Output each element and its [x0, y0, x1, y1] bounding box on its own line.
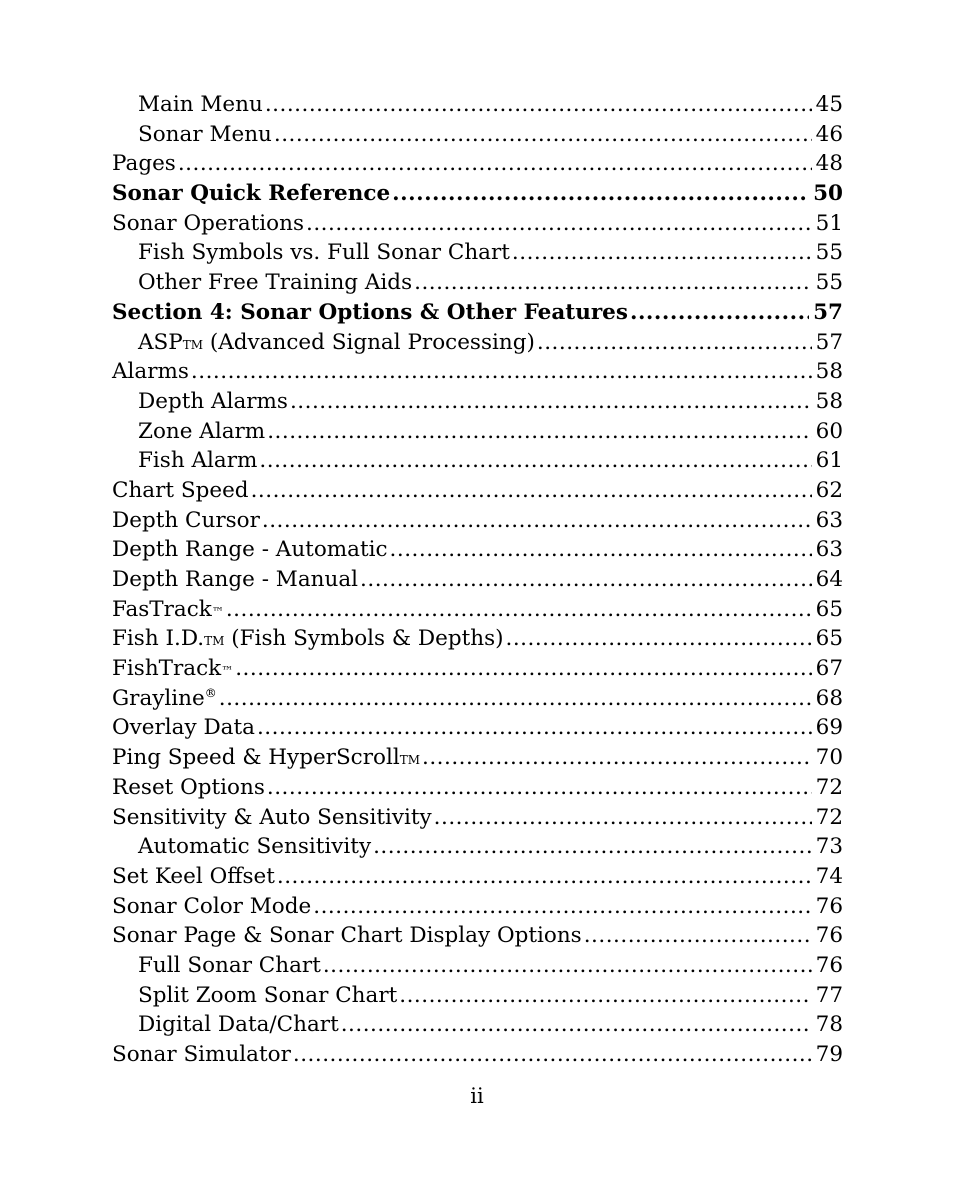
toc-entry[interactable]: [112, 595, 843, 625]
toc-entry[interactable]: [112, 654, 843, 684]
toc-entry[interactable]: [112, 179, 843, 209]
toc-entry-title-text: Sensitivity & Auto Sensitivity: [112, 804, 432, 830]
toc-entry-title: [138, 832, 371, 862]
toc-entry-title-text: Sonar Quick Reference: [112, 181, 391, 207]
page-number: ii: [470, 1084, 484, 1108]
toc-dot-leader: [290, 387, 812, 417]
toc-entry[interactable]: [112, 417, 843, 447]
toc-entry-title-text: Alarms: [112, 359, 189, 385]
toc-entry-title: [138, 446, 257, 476]
toc-entry-title: [112, 892, 311, 922]
toc-entry-title: [112, 506, 260, 536]
toc-entry[interactable]: [112, 832, 843, 862]
toc-entry-title-text: FishTrack: [112, 656, 222, 682]
toc-entry-title-text: ASP: [138, 329, 183, 355]
toc-dot-leader: [537, 328, 812, 358]
toc-entry-mark: TM: [204, 634, 225, 649]
toc-entry-page: 76: [815, 952, 843, 978]
toc-entry-title: [112, 862, 275, 892]
toc-entry-title: [112, 713, 255, 743]
toc-entry-title: [112, 535, 388, 565]
toc-entry[interactable]: [112, 238, 843, 268]
toc-entry-page: 72: [815, 774, 843, 800]
toc-entry-mark: ™: [211, 604, 224, 619]
toc-entry[interactable]: [112, 773, 843, 803]
toc-dot-leader: [257, 713, 812, 743]
toc-entry-page: 76: [815, 893, 843, 919]
toc-entry-page: 77: [815, 982, 843, 1008]
toc-entry-title: [138, 981, 397, 1011]
toc-entry-page: 63: [815, 507, 843, 533]
toc-dot-leader: [630, 298, 809, 328]
toc-entry[interactable]: [112, 120, 843, 150]
toc-entry[interactable]: [112, 387, 843, 417]
toc-dot-leader: [313, 892, 811, 922]
toc-entry-title: [138, 268, 412, 298]
toc-entry-title-text: Automatic Sensitivity: [138, 834, 372, 860]
toc-entry-page: 70: [815, 745, 843, 771]
toc-entry-page: 46: [815, 121, 843, 147]
toc-entry[interactable]: [112, 951, 843, 981]
toc-entry[interactable]: [112, 298, 843, 328]
toc-dot-leader: [584, 921, 812, 951]
toc-entry-mark: ®: [204, 685, 217, 700]
toc-dot-leader: [390, 535, 812, 565]
table-of-contents: [112, 90, 843, 1070]
toc-entry-title-text: Full Sonar Chart: [138, 952, 321, 978]
toc-entry[interactable]: [112, 1040, 843, 1070]
toc-entry-title-text: Reset Options: [112, 774, 265, 800]
toc-entry-page: 68: [815, 685, 843, 711]
toc-entry-title: [112, 1040, 291, 1070]
toc-entry-page: 55: [815, 270, 843, 296]
toc-entry-page: 65: [815, 626, 843, 652]
toc-dot-leader: [414, 268, 812, 298]
toc-entry-title-suffix: (Fish Symbols & Depths): [224, 626, 504, 652]
toc-dot-leader: [178, 149, 812, 179]
toc-entry[interactable]: [112, 268, 843, 298]
toc-entry[interactable]: [112, 624, 843, 654]
toc-entry-page: 74: [815, 863, 843, 889]
toc-entry-page: 60: [815, 418, 843, 444]
toc-entry-title-text: Fish I.D.: [112, 626, 205, 652]
toc-entry-title: [112, 595, 224, 628]
toc-entry-title-text: Overlay Data: [112, 715, 255, 741]
toc-entry-title: [112, 476, 249, 506]
toc-entry-page: 72: [815, 804, 843, 830]
toc-entry[interactable]: [112, 921, 843, 951]
toc-dot-leader: [399, 981, 811, 1011]
toc-dot-leader: [226, 595, 812, 625]
toc-entry[interactable]: [112, 446, 843, 476]
toc-entry[interactable]: [112, 684, 843, 714]
toc-entry-title-text: Depth Range - Automatic: [112, 537, 388, 563]
toc-entry-title-text: Depth Range - Manual: [112, 567, 359, 592]
toc-entry-title: [112, 803, 432, 833]
toc-entry-title: [112, 921, 582, 951]
toc-entry-mark: TM: [182, 337, 204, 352]
toc-entry[interactable]: [112, 981, 843, 1011]
toc-entry-title: [112, 565, 358, 595]
toc-dot-leader: [360, 565, 812, 595]
toc-entry[interactable]: [112, 476, 843, 506]
toc-entry[interactable]: [112, 862, 843, 892]
toc-entry-title-text: Main Menu: [138, 92, 263, 117]
toc-entry-page: 69: [815, 715, 843, 741]
toc-entry-title-text: Fish Alarm: [138, 448, 258, 474]
toc-entry-title-text: Other Free Training Aids: [138, 270, 413, 296]
toc-entry-page: 62: [815, 477, 843, 503]
toc-entry-mark: TM: [399, 753, 420, 768]
toc-entry-page: 57: [813, 299, 843, 325]
toc-dot-leader: [265, 90, 812, 120]
toc-entry-title: [138, 951, 321, 981]
toc-entry-mark: ™: [221, 664, 234, 679]
toc-entry-title: [112, 298, 628, 328]
toc-entry[interactable]: [112, 713, 843, 743]
toc-entry-title: [138, 1010, 339, 1040]
toc-entry-page: 67: [815, 656, 843, 682]
toc-dot-leader: [235, 654, 811, 684]
toc-entry[interactable]: [112, 506, 843, 536]
toc-dot-leader: [373, 832, 812, 862]
toc-entry-title-text: Fish Symbols vs. Full Sonar Chart: [138, 240, 510, 266]
toc-dot-leader: [293, 1040, 812, 1070]
toc-entry-title: [112, 654, 233, 687]
toc-dot-leader: [259, 446, 811, 476]
toc-entry[interactable]: [112, 535, 843, 565]
toc-entry-page: 51: [815, 210, 843, 236]
toc-entry-page: 65: [815, 596, 843, 622]
toc-entry[interactable]: [112, 743, 843, 773]
toc-entry[interactable]: [112, 357, 843, 387]
toc-dot-leader: [306, 209, 812, 239]
toc-dot-leader: [277, 862, 812, 892]
toc-dot-leader: [512, 238, 812, 268]
toc-entry-page: 55: [815, 240, 843, 266]
toc-dot-leader: [219, 684, 812, 714]
toc-entry-page: 57: [815, 329, 843, 355]
toc-dot-leader: [274, 120, 812, 150]
toc-entry-title: [112, 743, 420, 776]
toc-dot-leader: [392, 179, 809, 209]
toc-entry-title-text: Zone Alarm: [138, 418, 266, 444]
toc-entry-title-text: Sonar Simulator: [112, 1042, 291, 1067]
toc-dot-leader: [262, 506, 812, 536]
toc-entry-title: [112, 773, 265, 803]
toc-entry[interactable]: [112, 565, 843, 595]
toc-entry-title-text: Digital Data/Chart: [138, 1012, 339, 1038]
toc-entry-page: 61: [815, 448, 843, 474]
toc-entry-page: 78: [815, 1012, 843, 1038]
toc-entry-title: [112, 179, 390, 209]
toc-entry-page: 76: [815, 923, 843, 949]
toc-entry-page: 79: [815, 1042, 843, 1067]
toc-entry-title-text: Split Zoom Sonar Chart: [138, 982, 398, 1008]
toc-dot-leader: [341, 1010, 812, 1040]
toc-entry[interactable]: [112, 892, 843, 922]
toc-entry-title-text: Sonar Page & Sonar Chart Display Options: [112, 923, 582, 949]
toc-entry-title-text: Sonar Operations: [112, 210, 304, 236]
toc-entry-title: [138, 417, 265, 447]
toc-entry-title-text: Sonar Menu: [138, 121, 272, 147]
toc-dot-leader: [506, 624, 812, 654]
toc-entry[interactable]: [112, 1010, 843, 1040]
toc-entry-page: 45: [815, 92, 843, 117]
toc-entry-title: [138, 238, 510, 268]
toc-entry-title: [112, 624, 504, 657]
toc-entry[interactable]: [112, 803, 843, 833]
toc-entry[interactable]: [112, 209, 843, 239]
toc-entry-title: [138, 120, 272, 150]
toc-entry-page: 63: [815, 537, 843, 563]
toc-entry-title: [112, 149, 176, 179]
toc-entry-title-text: Ping Speed & HyperScroll: [112, 745, 400, 771]
toc-entry-title: [112, 357, 189, 387]
toc-entry-title-text: Sonar Color Mode: [112, 893, 312, 919]
toc-dot-leader: [251, 476, 812, 506]
toc-dot-leader: [267, 773, 812, 803]
toc-entry-title: [112, 209, 304, 239]
toc-entry-title-text: FasTrack: [112, 596, 212, 622]
toc-entry-title: [138, 90, 263, 120]
toc-entry-title-text: Depth Alarms: [138, 388, 288, 414]
toc-entry[interactable]: [112, 90, 843, 120]
toc-entry-title-text: Grayline: [112, 685, 205, 711]
toc-entry-title-suffix: (Advanced Signal Processing): [203, 329, 535, 355]
toc-entry-title-text: Section 4: Sonar Options & Other Features: [112, 299, 628, 325]
toc-entry[interactable]: [112, 328, 843, 358]
toc-dot-leader: [434, 803, 812, 833]
toc-entry-title-text: Pages: [112, 151, 176, 177]
toc-entry-page: 58: [815, 359, 843, 385]
toc-dot-leader: [191, 357, 812, 387]
toc-entry-title: [138, 328, 535, 361]
toc-dot-leader: [422, 743, 812, 773]
toc-entry-title: [112, 684, 217, 717]
toc-dot-leader: [323, 951, 812, 981]
toc-entry-page: 58: [815, 388, 843, 414]
toc-entry-title-text: Chart Speed: [112, 477, 249, 503]
toc-entry-page: 73: [815, 834, 843, 860]
toc-entry-page: 48: [815, 151, 843, 177]
toc-entry-title: [138, 387, 288, 417]
toc-entry-title-text: Set Keel Offset: [112, 863, 275, 889]
toc-dot-leader: [267, 417, 811, 447]
toc-entry-page: 64: [815, 567, 843, 592]
toc-entry-page: 50: [813, 181, 843, 207]
toc-entry-title-text: Depth Cursor: [112, 507, 260, 533]
toc-entry[interactable]: [112, 149, 843, 179]
